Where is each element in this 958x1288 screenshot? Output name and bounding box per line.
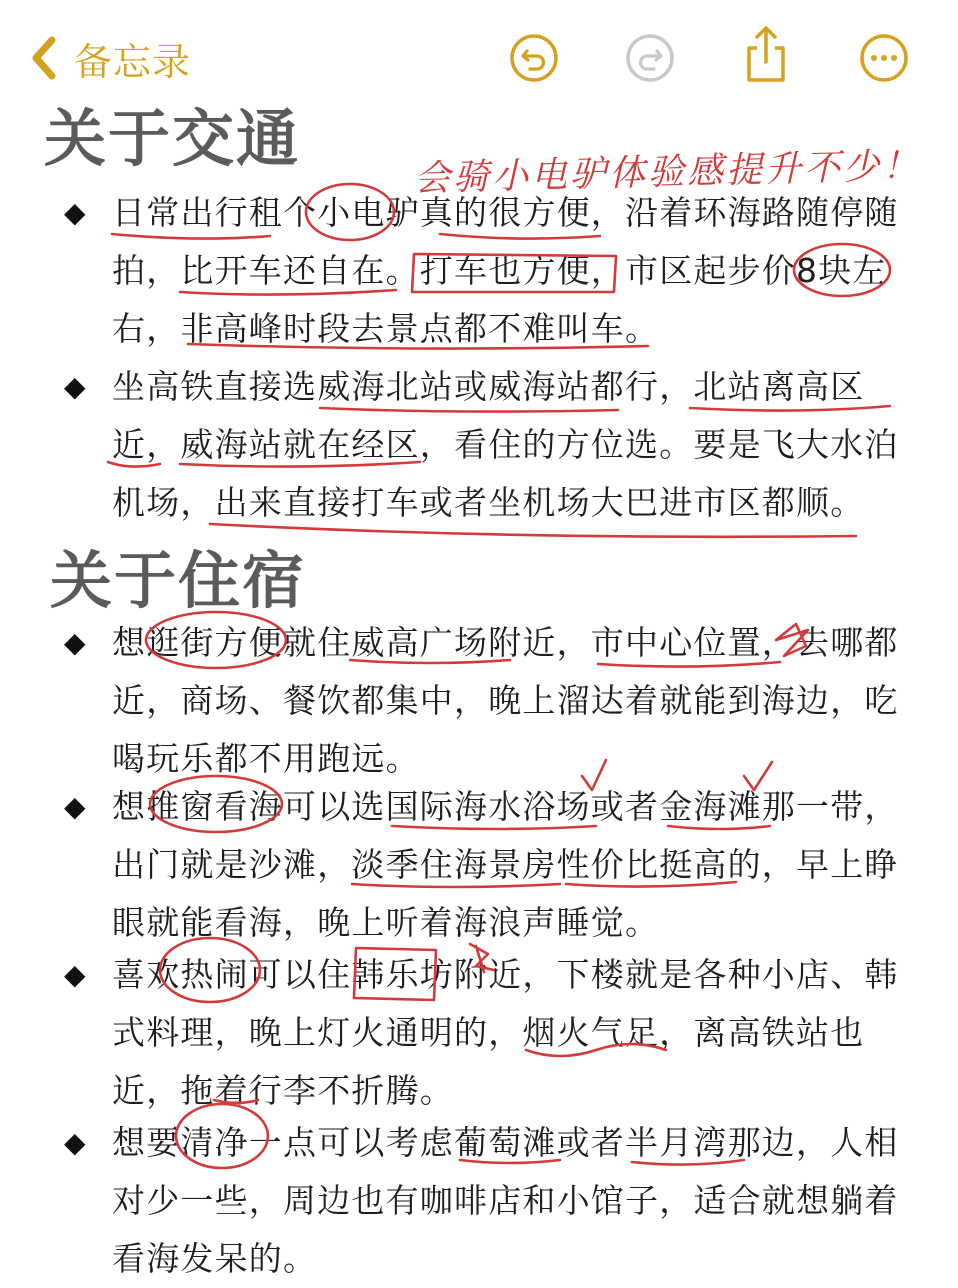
undo-icon (508, 32, 560, 84)
bullet-diamond-icon: ◆ (64, 958, 86, 991)
share-icon (740, 24, 792, 84)
section-heading-lodging: 关于住宿 (50, 544, 307, 617)
list-item: 想推窗看海可以选国际海水浴场或者金海滩那一带，出门就是沙滩，淡季住海景房性价比挺高的，早上睁眼就能看海，晚上听着海浪声睡觉。 (112, 787, 899, 942)
section-heading-transport: 关于交通 (44, 102, 301, 175)
bullet-diamond-icon: ◆ (64, 790, 86, 823)
handwritten-annotation: 会骑小电驴体验感提升不少！ (413, 145, 922, 200)
list-item: 坐高铁直接选威海北站或威海站都行，北站离高区近，威海站就在经区，看住的方位选。要是飞大水泊机场，出来直接打车或者坐机场大巴进市区都顺。 (112, 367, 899, 522)
list-item: 想逛街方便就住威高广场附近，市中心位置，去哪都近，商场、餐饮都集中，晚上溜达着就能到海边，吃喝玩乐都不用跑远。 (112, 623, 899, 778)
more-button[interactable] (858, 32, 910, 84)
list-item: 喜欢热闹可以住韩乐坊附近，下楼就是各种小店、韩式料理，晚上灯火通明的，烟火气足，离高铁站也近，拖着行李不折腾。 (112, 955, 899, 1110)
bullet-diamond-icon: ◆ (64, 1126, 86, 1159)
redo-icon (624, 32, 676, 84)
list-item: 日常出行租个小电驴真的很方便，沿着环海路随停随拍，比开车还自在。打车也方便，市区起步价8块左右，非高峰时段去景点都不难叫车。 (112, 193, 899, 348)
bullet-diamond-icon: ◆ (64, 370, 86, 403)
chevron-left-icon (22, 28, 72, 88)
share-button[interactable] (740, 24, 792, 84)
more-icon (858, 32, 910, 84)
back-button[interactable] (22, 28, 191, 88)
redo-button[interactable] (624, 32, 676, 84)
bullet-diamond-icon: ◆ (64, 196, 86, 229)
back-label: 备忘录 (74, 39, 192, 84)
undo-button[interactable] (508, 32, 560, 84)
list-item: 想要清净一点可以考虑葡萄滩或者半月湾那边，人相对少一些，周边也有咖啡店和小馆子，适合就想躺着看海发呆的。 (112, 1123, 899, 1278)
navigation-bar (0, 0, 958, 110)
bullet-diamond-icon: ◆ (64, 626, 86, 659)
